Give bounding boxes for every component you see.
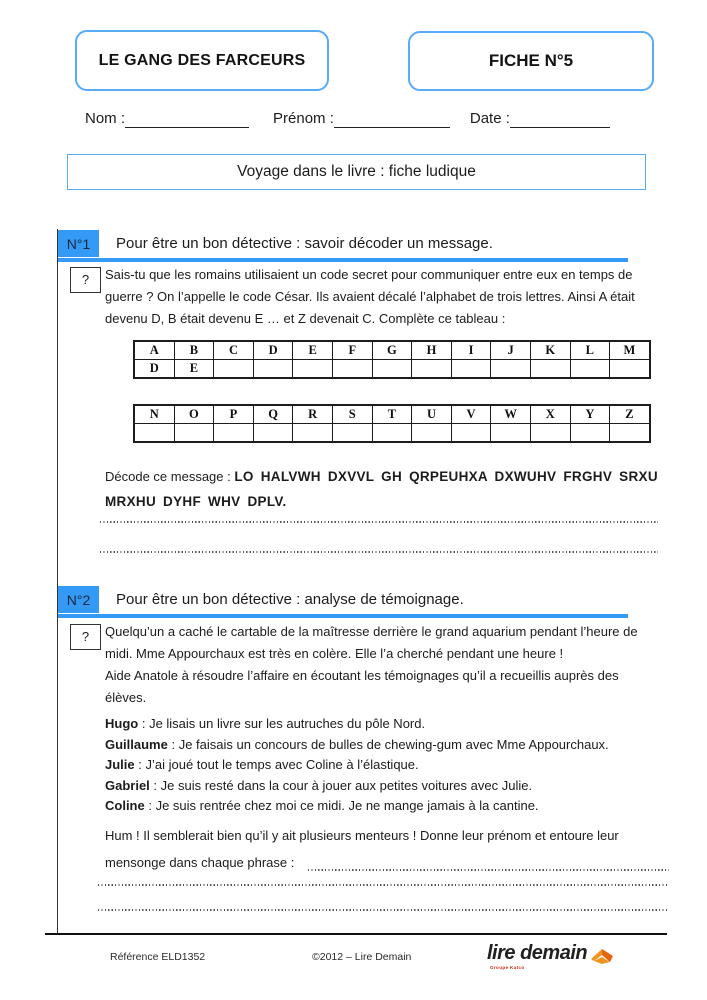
alphabet-letter-cell: L	[570, 341, 610, 360]
witness-line	[105, 776, 673, 797]
alphabet-answer-cell[interactable]	[214, 424, 254, 443]
coded-message-line: MRXHU DYHF WHV DPLV.	[105, 494, 287, 509]
witness-line	[105, 735, 673, 756]
alphabet-answer-cell[interactable]	[451, 424, 491, 443]
section-2-underline	[58, 614, 628, 618]
alphabet-letter-cell: R	[293, 405, 333, 424]
witness-statement: : J’ai joué tout le temps avec Coline à l’élastique.	[138, 757, 419, 772]
answer-dotted-line[interactable]	[100, 521, 658, 523]
witness-line	[105, 796, 673, 817]
section-1-underline	[58, 258, 628, 262]
paragraph-line: Quelqu’un a caché le cartable de la maîtresse derrière le grand aquarium pendant l’heure de	[105, 624, 638, 639]
alphabet-answer-cell[interactable]	[372, 424, 412, 443]
brand-logo-subtext: Groupe Katco	[490, 965, 525, 970]
alphabet-letter-cell: M	[610, 341, 650, 360]
conclusion-block	[105, 822, 669, 876]
alphabet-answer-cell[interactable]	[412, 424, 452, 443]
witness-name: Hugo	[105, 716, 139, 731]
alphabet-letter-cell: Y	[570, 405, 610, 424]
witness-name: Coline	[105, 798, 145, 813]
decode-message-block	[105, 464, 673, 514]
alphabet-answer-cell[interactable]	[293, 360, 333, 379]
fiche-number: FICHE N°5	[488, 51, 574, 70]
copyright-text: ©2012 – Lire Demain	[312, 951, 412, 963]
alphabet-letter-cell: I	[451, 341, 491, 360]
paragraph-line: guerre ? On l’appelle le code César. Ils avaient décalé l’alphabet de trois lettres. Ainsi A était	[105, 289, 635, 304]
answer-dotted-line[interactable]	[308, 869, 669, 871]
alphabet-letter-cell: Z	[610, 405, 650, 424]
decode-label: Décode ce message :	[105, 469, 231, 484]
alphabet-answer-cell[interactable]	[491, 360, 531, 379]
alphabet-answer-cell[interactable]	[253, 424, 293, 443]
alphabet-answer-cell[interactable]	[610, 424, 650, 443]
conclusion-line: mensonge dans chaque phrase :	[105, 855, 295, 870]
alphabet-letter-cell: K	[530, 341, 570, 360]
alphabet-answer-cell[interactable]	[134, 424, 174, 443]
witness-line	[105, 714, 673, 735]
alphabet-answer-cell[interactable]	[610, 360, 650, 379]
alphabet-answer-cell[interactable]	[174, 424, 214, 443]
paragraph-line: midi. Mme Appourchaux est très en colère. Elle l’a cherché pendant une heure !	[105, 646, 564, 661]
gang-title: LE GANG DES FARCEURS	[98, 51, 306, 69]
prenom-label: Prénom :	[273, 110, 334, 127]
prenom-blank-field[interactable]	[334, 110, 450, 128]
witness-name: Julie	[105, 757, 135, 772]
question-mark-icon: ?	[70, 267, 101, 293]
alphabet-answer-cell[interactable]	[372, 360, 412, 379]
alphabet-answer-cell[interactable]	[412, 360, 452, 379]
left-margin-rule	[57, 229, 58, 934]
nom-blank-field[interactable]	[125, 110, 249, 128]
brand-logo-text: lire demain	[487, 942, 588, 964]
alphabet-letter-cell: D	[134, 360, 174, 379]
alphabet-letter-cell: B	[174, 341, 214, 360]
section-2-badge: N°2	[58, 586, 99, 613]
alphabet-letter-cell: D	[253, 341, 293, 360]
alphabet-answer-cell[interactable]	[332, 424, 372, 443]
alphabet-letter-cell: O	[174, 405, 214, 424]
alphabet-answer-cell[interactable]	[293, 424, 333, 443]
brand-logo	[487, 942, 615, 970]
alphabet-letter-cell: N	[134, 405, 174, 424]
alphabet-answer-cell[interactable]	[332, 360, 372, 379]
paragraph-line: Sais-tu que les romains utilisaient un code secret pour communiquer entre eux en temps de	[105, 267, 633, 282]
alphabet-letter-cell: G	[372, 341, 412, 360]
answer-dotted-line[interactable]	[98, 909, 668, 911]
paragraph-line: Aide Anatole à résoudre l’affaire en écoutant les témoignages qu’il a recueillis auprès des	[105, 668, 619, 683]
alphabet-table-top	[133, 340, 651, 379]
alphabet-answer-cell[interactable]	[530, 424, 570, 443]
alphabet-letter-cell: V	[451, 405, 491, 424]
worksheet-title-box	[67, 154, 646, 190]
open-book-icon	[589, 946, 615, 966]
alphabet-answer-cell[interactable]	[530, 360, 570, 379]
witness-statement: : Je suis rentrée chez moi ce midi. Je ne mange jamais à la cantine.	[148, 798, 539, 813]
alphabet-letter-cell: H	[412, 341, 452, 360]
question-mark-icon: ?	[70, 624, 101, 650]
answer-dotted-line[interactable]	[98, 884, 668, 886]
alphabet-letter-cell: U	[412, 405, 452, 424]
identity-row	[85, 110, 647, 128]
section-2-header	[58, 586, 628, 618]
section-1-heading: Pour être un bon détective : savoir décoder un message.	[116, 235, 493, 252]
alphabet-letter-cell: A	[134, 341, 174, 360]
section-2-heading: Pour être un bon détective : analyse de témoignage.	[116, 591, 464, 608]
witness-line	[105, 755, 673, 776]
reference-text: Référence ELD1352	[110, 951, 206, 963]
witness-statements	[105, 714, 673, 817]
paragraph-line: élèves.	[105, 690, 147, 705]
alphabet-answer-cell[interactable]	[214, 360, 254, 379]
footer-rule	[45, 933, 667, 935]
alphabet-letter-cell: P	[214, 405, 254, 424]
section-1-header	[58, 230, 628, 262]
worksheet-title: Voyage dans le livre : fiche ludique	[237, 163, 476, 180]
date-label: Date :	[469, 110, 510, 127]
coded-message-line: LO HALVWH DXVVL GH QRPEUHXA DXWUHV FRGHV SRXU	[234, 469, 658, 484]
alphabet-letter-cell: E	[293, 341, 333, 360]
alphabet-letter-cell: T	[372, 405, 412, 424]
date-blank-field[interactable]	[510, 110, 610, 128]
alphabet-letter-cell: E	[174, 360, 214, 379]
alphabet-letter-cell: J	[491, 341, 531, 360]
alphabet-answer-cell[interactable]	[570, 424, 610, 443]
witness-statement: : Je lisais un livre sur les autruches du pôle Nord.	[141, 716, 426, 731]
alphabet-letter-cell: Q	[253, 405, 293, 424]
witness-name: Gabriel	[105, 777, 150, 793]
alphabet-answer-cell[interactable]	[570, 360, 610, 379]
alphabet-letter-cell: W	[491, 405, 531, 424]
witness-statement: : Je suis resté dans la cour à jouer aux petites voitures avec Julie.	[153, 777, 533, 793]
alphabet-table-bottom	[133, 404, 651, 443]
alphabet-answer-cell[interactable]	[451, 360, 491, 379]
paragraph-line: devenu D, B était devenu E … et Z devenait C. Complète ce tableau :	[105, 311, 506, 326]
alphabet-answer-cell[interactable]	[253, 360, 293, 379]
alphabet-answer-cell[interactable]	[491, 424, 531, 443]
witness-name: Guillaume	[105, 736, 168, 752]
alphabet-letter-cell: X	[530, 405, 570, 424]
section-2-intro	[105, 621, 673, 709]
section-1-badge: N°1	[58, 230, 99, 257]
alphabet-letter-cell: F	[332, 341, 372, 360]
witness-statement: : Je faisais un concours de bulles de chewing-gum avec Mme Appourchaux.	[171, 736, 609, 752]
conclusion-line: Hum ! Il semblerait bien qu’il y ait plusieurs menteurs ! Donne leur prénom et entoure leur	[105, 828, 619, 843]
nom-label: Nom :	[85, 110, 126, 127]
fiche-number-box	[408, 31, 654, 91]
section-1-intro	[105, 264, 673, 330]
answer-dotted-line[interactable]	[100, 551, 658, 553]
alphabet-letter-cell: C	[214, 341, 254, 360]
alphabet-letter-cell: S	[332, 405, 372, 424]
gang-title-box	[75, 30, 329, 91]
